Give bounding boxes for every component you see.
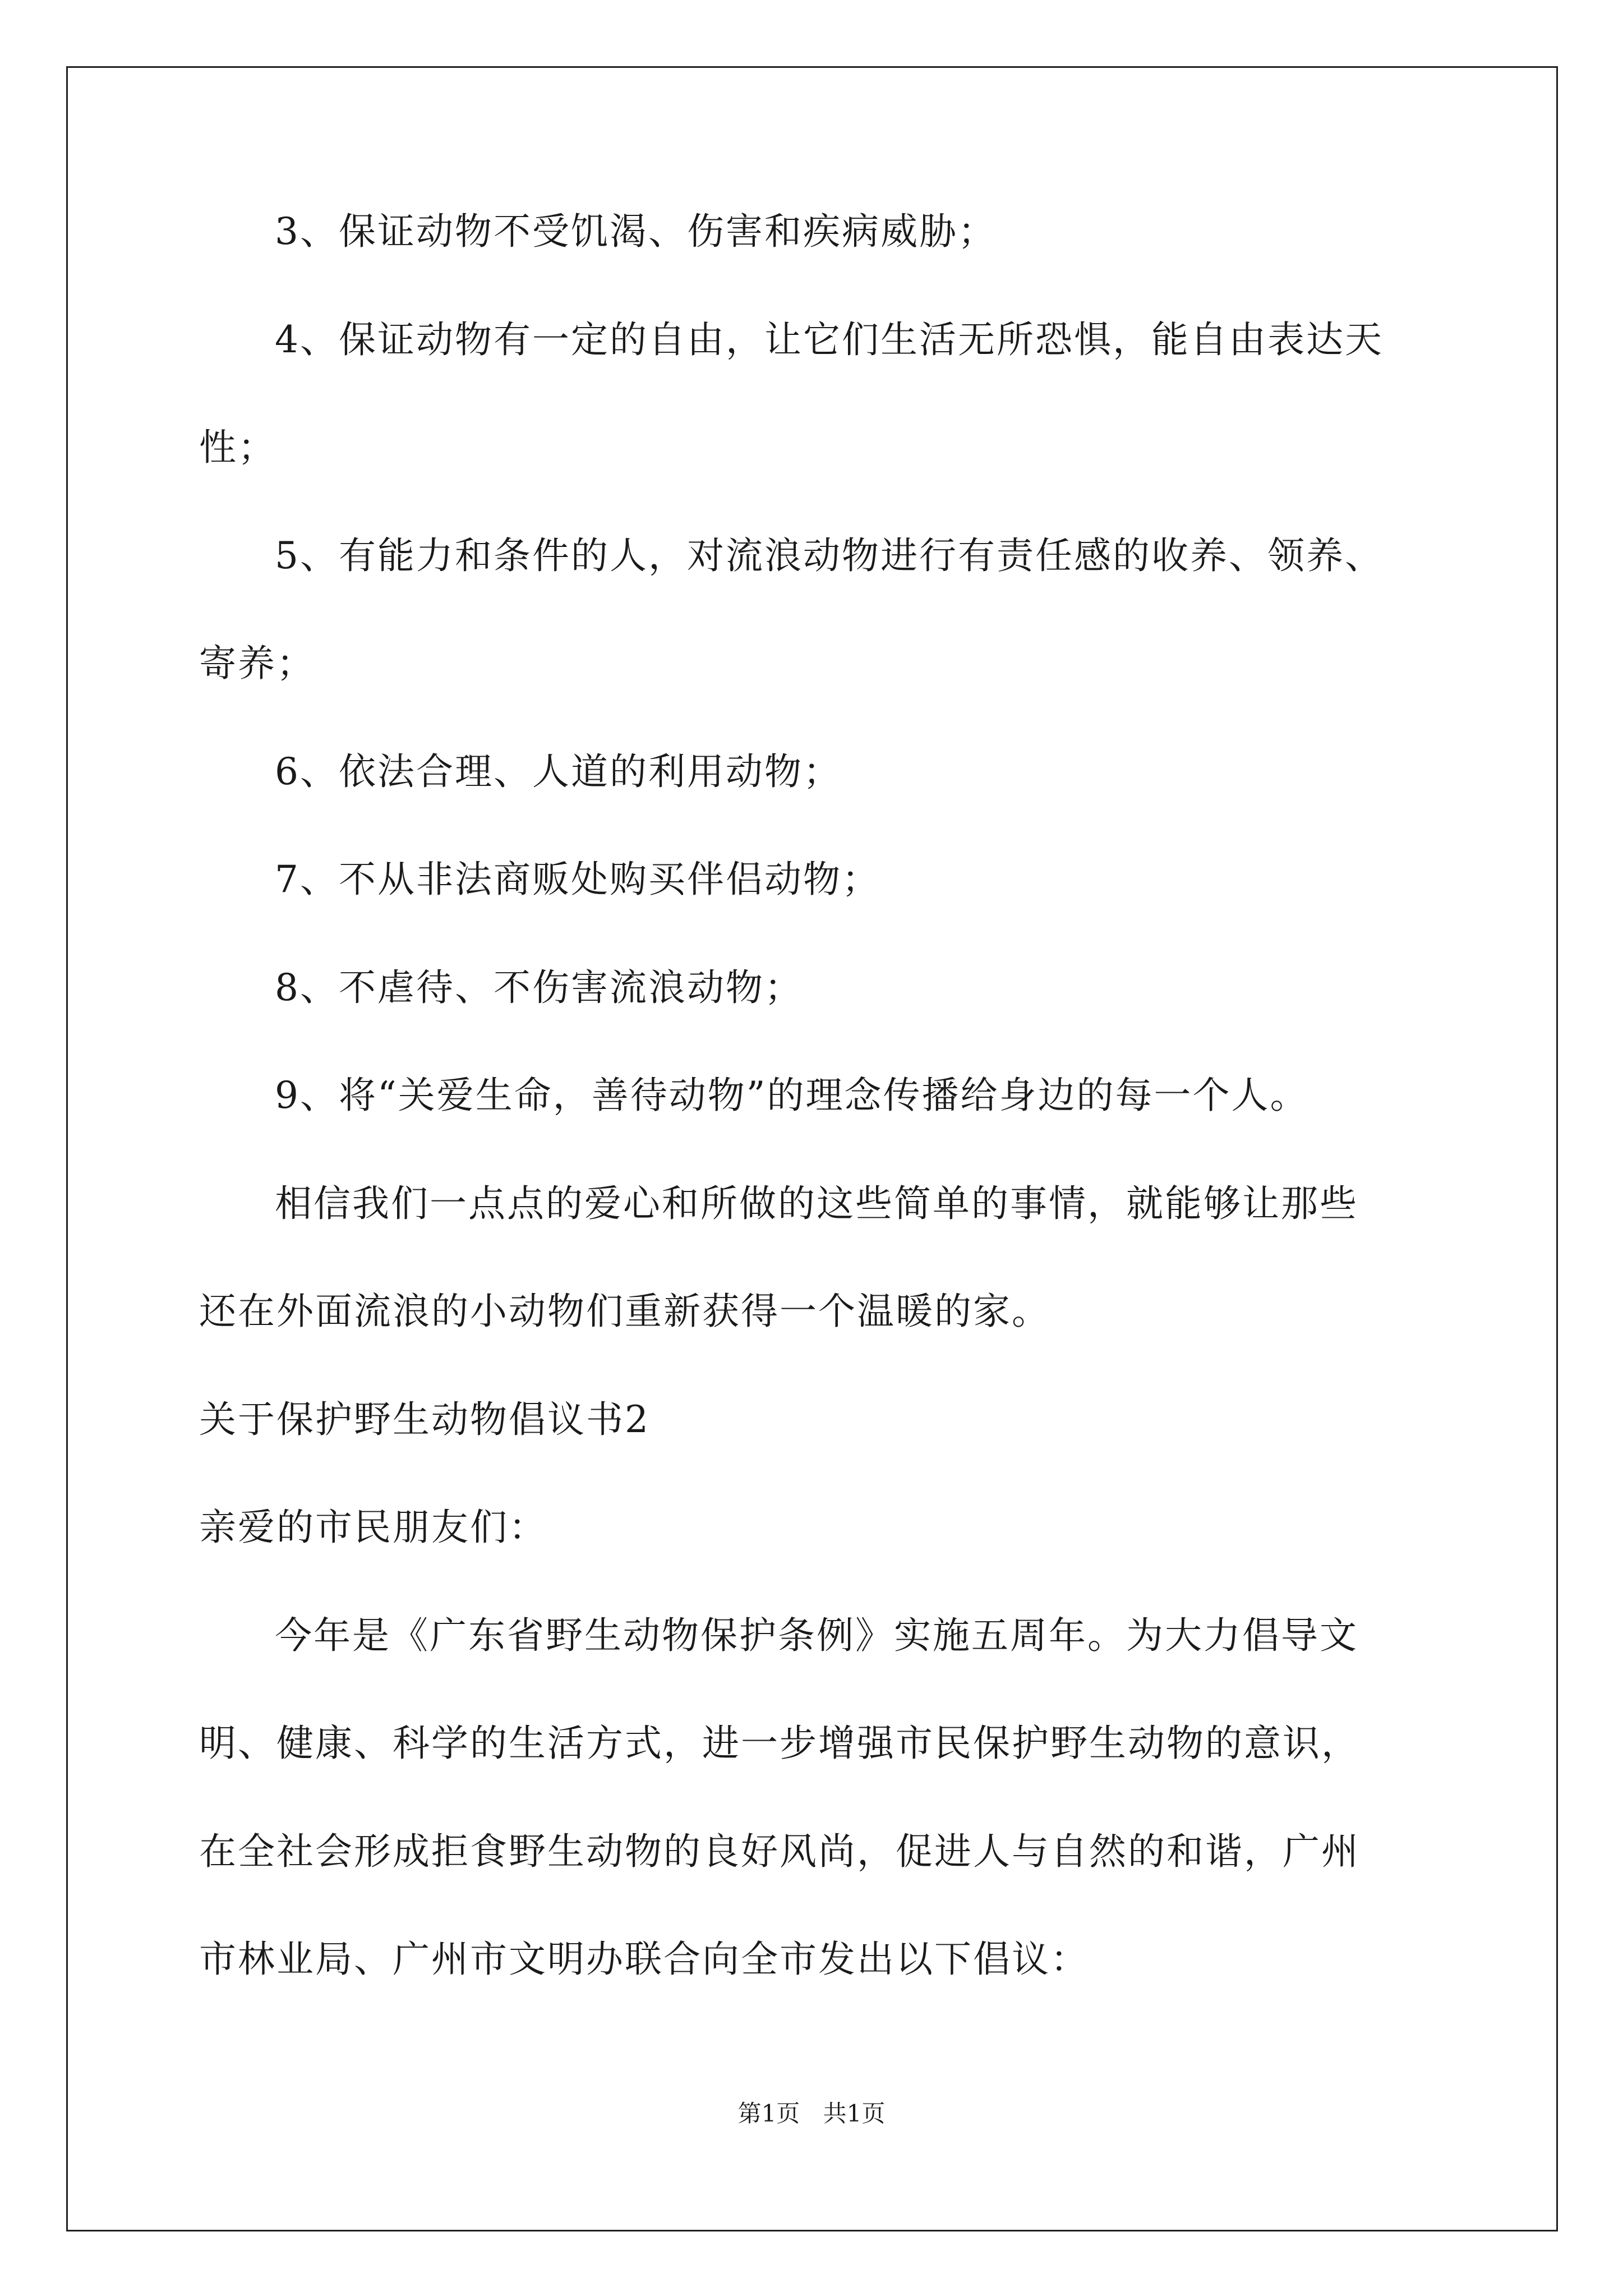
paragraph-item-6: 6、依法合理、人道的利用动物； <box>275 750 842 793</box>
paragraph-item-9: 9、将“关爱生命，善待动物”的理念传播给身边的每一个人。 <box>275 1074 1309 1117</box>
paragraph-intro: 今年是《广东省野生动物保护条例》实施五周年。为大力倡导文 <box>275 1614 1358 1657</box>
salutation: 亲爱的市民朋友们： <box>199 1506 547 1549</box>
page-border <box>66 66 1558 2231</box>
page-total: 共1页 <box>823 2100 886 2127</box>
paragraph-item-5: 5、有能力和条件的人，对流浪动物进行有责任感的收养、领养、 <box>275 534 1384 577</box>
paragraph-item-4: 4、保证动物有一定的自由，让它们生活无所恐惧，能自由表达天 <box>275 318 1384 361</box>
paragraph-intro-line-4: 市林业局、广州市文明办联合向全市发出以下倡议： <box>199 1938 1089 1981</box>
page-number: 第1页 <box>737 2100 800 2127</box>
paragraph-item-4-continued: 性； <box>199 426 276 469</box>
paragraph-closing-continued: 还在外面流浪的小动物们重新获得一个温暖的家。 <box>199 1290 1050 1333</box>
paragraph-item-8: 8、不虐待、不伤害流浪动物； <box>275 966 803 1009</box>
paragraph-intro-line-3: 在全社会形成拒食野生动物的良好风尚，促进人与自然的和谐，广州 <box>199 1830 1360 1873</box>
paragraph-intro-line-2: 明、健康、科学的生活方式，进一步增强市民保护野生动物的意识， <box>199 1722 1360 1765</box>
paragraph-item-3: 3、保证动物不受饥渴、伤害和疾病威胁； <box>275 210 997 253</box>
section-title: 关于保护野生动物倡议书2 <box>199 1398 650 1441</box>
paragraph-item-5-continued: 寄养； <box>199 642 315 685</box>
page-footer <box>0 2095 1623 2129</box>
paragraph-item-7: 7、不从非法商贩处购买伴侣动物； <box>275 858 880 901</box>
paragraph-closing: 相信我们一点点的爱心和所做的这些简单的事情，就能够让那些 <box>275 1182 1358 1225</box>
